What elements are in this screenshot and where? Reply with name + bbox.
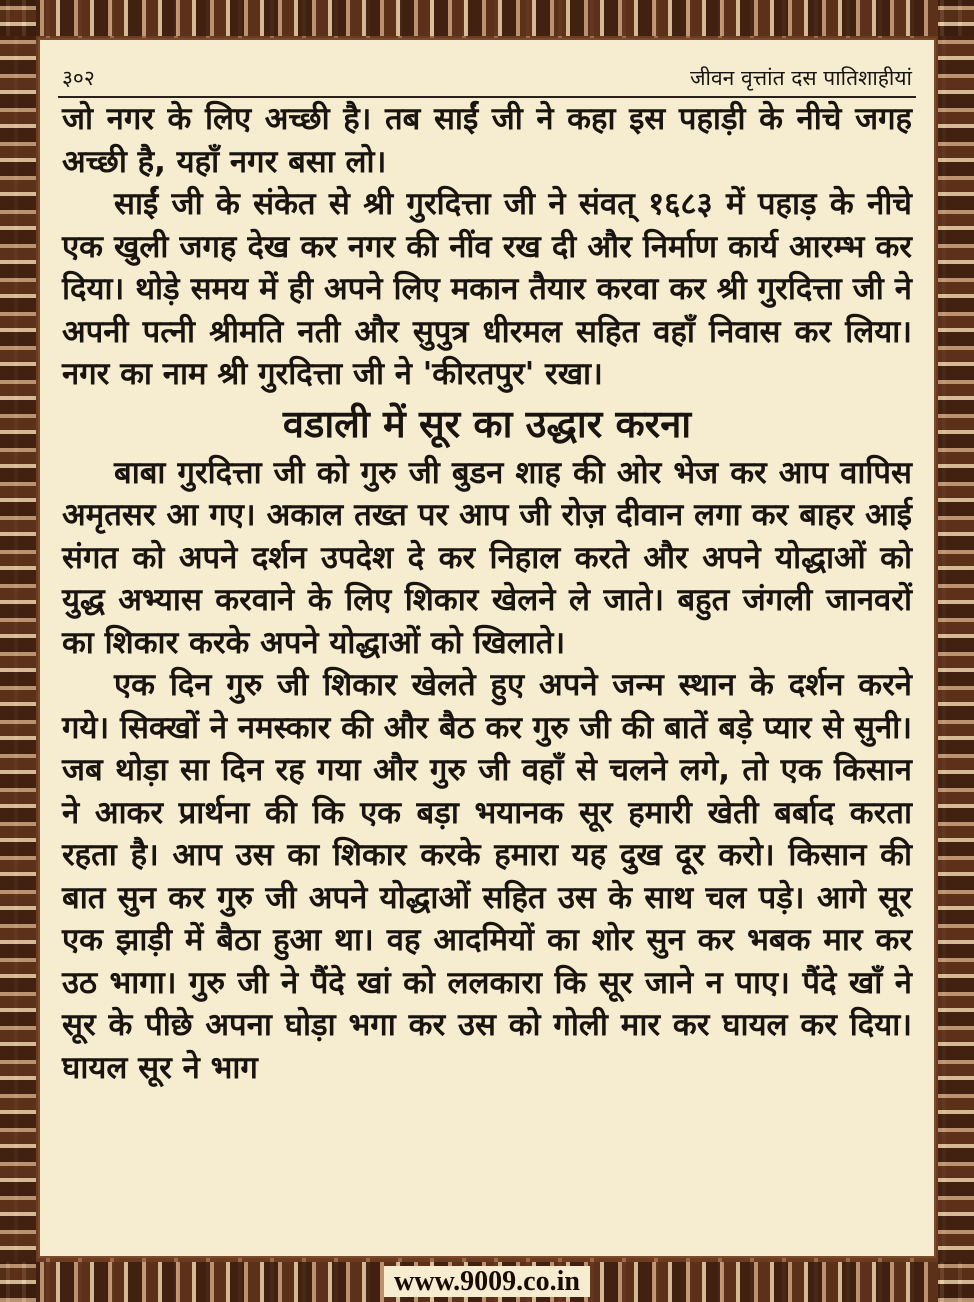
book-page — [38, 38, 936, 1258]
footer — [0, 1266, 974, 1298]
page-content — [58, 98, 916, 1089]
paragraph-2: साईं जी के संकेत से श्री गुरदित्ता जी ने संवत् १६८३ में पहाड़ के नीचे एक खुली जगह देख कर नगर की नींव रख दी और निर्माण कार्य आरम्भ कर दिया। थोड़े समय में ही अपने लिए मकान तैयार करवा कर श्री गुरदित्ता जी ने अपनी पत्नी श्रीमति नती और सुपुत्र धीरमल सहित वहाँ निवास कर लिया। नगर का नाम श्री गुरदित्ता जी ने 'कीरतपुर' रखा। — [62, 186, 912, 392]
website-link[interactable]: www.9009.co.in — [384, 1266, 590, 1297]
paragraph-1: जो नगर के लिए अच्छी है। तब साईं जी ने कहा इस पहाड़ी के नीचे जगह अच्छी है, यहाँ नगर बसा लो। — [62, 101, 912, 180]
border-right — [938, 0, 974, 1302]
page-header — [58, 56, 916, 98]
section-heading: वडाली में सूर का उद्धार करना — [282, 401, 692, 446]
paragraph-3: बाबा गुरदित्ता जी को गुरु जी बुडन शाह की ओर भेज कर आप वापिस अमृतसर आ गए। अकाल तख्त पर आप जी रोज़ दीवान लगा कर बाहर आई संगत को अपने दर्शन उपदेश दे कर निहाल करते और अपने योद्धाओं को युद्ध अभ्यास करवाने के लिए शिकार खेलने ले जाते। बहुत जंगली जानवरों का शिकार करके अपने योद्धाओं को खिलाते। — [62, 454, 912, 661]
border-left — [0, 0, 36, 1302]
book-title: जीवन वृत्तांत दस पातिशाहीयां — [689, 66, 912, 90]
paragraph-4: एक दिन गुरु जी शिकार खेलते हुए अपने जन्म स्थान के दर्शन करने गये। सिक्खों ने नमस्कार की और बैठ कर गुरु जी की बातें बड़े प्यार से सुनी। जब थोड़ा सा दिन रह गया और गुरु जी वहाँ से चलने लगे, तो एक किसान ने आकर प्रार्थना की कि एक बड़ा भयानक सूर हमारी खेती बर्बाद करता रहता है। आप उस का शिकार करके हमारा यह दुख दूर करो। किसान की बात सुन कर गुरु जी अपने योद्धाओं सहित उस के साथ चल पड़े। आगे सूर एक झाड़ी में बैठा हुआ था। वह आदमियों का शोर सुन कर भबक मार कर उठ भागा। गुरु जी ने पैंदे खां को ललकारा कि सूर जाने न पाए। पैंदे खाँ ने सूर के पीछे अपना घोड़ा भगा कर उस को गोली मार कर घायल कर दिया। घायल सूर ने भाग — [62, 667, 912, 1086]
border-top — [0, 0, 974, 36]
page-number: ३०२ — [62, 66, 95, 90]
